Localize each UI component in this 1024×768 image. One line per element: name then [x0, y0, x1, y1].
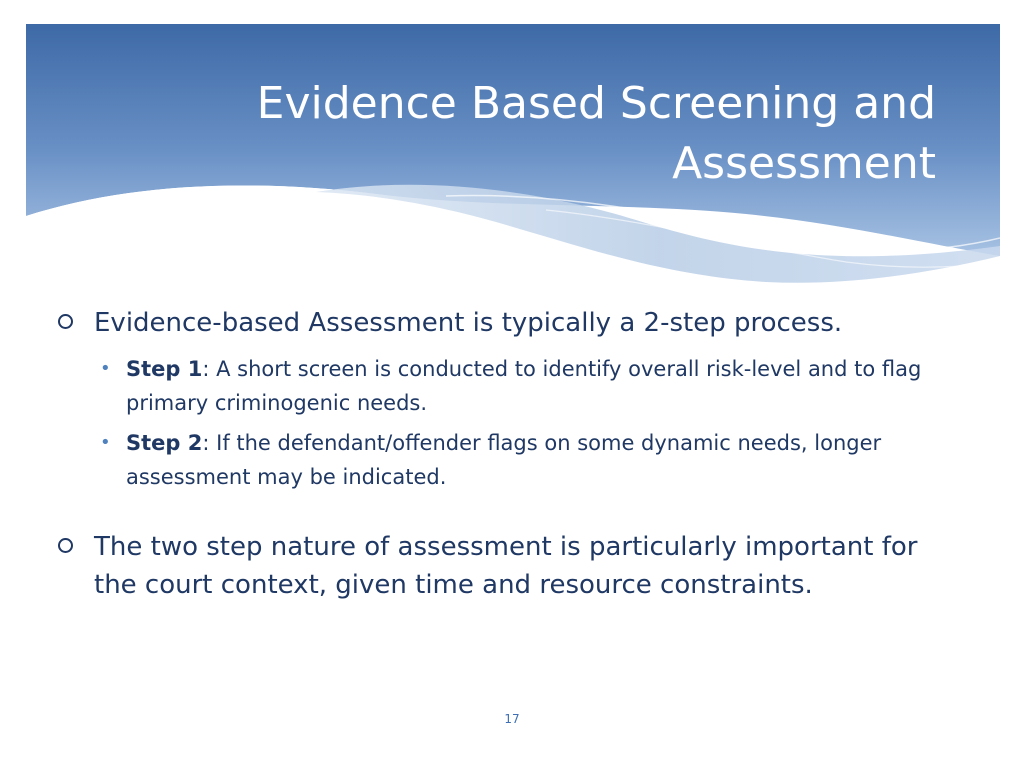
sub-bullet-label: Step 1: [126, 357, 203, 381]
slide-title: Evidence Based Screening and Assessment: [256, 78, 936, 189]
dot-bullet-icon: •: [100, 358, 111, 379]
circle-bullet-icon: [58, 538, 73, 553]
bullet-item: [56, 304, 966, 342]
dot-bullet-icon: •: [100, 432, 111, 453]
sub-bullet-item: [56, 426, 966, 494]
circle-bullet-icon: [58, 314, 73, 329]
slide-body: [56, 304, 966, 604]
bullet-text: Evidence-based Assessment is typically a 2-step process.: [94, 308, 843, 338]
title-banner: [26, 24, 1000, 286]
sub-bullet-text: : If the defendant/offender flags on some dynamic needs, longer assessment may be indicated.: [126, 431, 882, 489]
sub-bullet-item: [56, 352, 966, 420]
bullet-item: [56, 528, 966, 604]
sub-bullet-label: Step 2: [126, 431, 203, 455]
sub-bullet-text: : A short screen is conducted to identify overall risk-level and to flag primary criminogenic needs.: [126, 357, 922, 415]
bullet-text: The two step nature of assessment is particularly important for the court context, given time and resource constraints.: [94, 532, 918, 600]
page-number: 17: [504, 712, 520, 726]
